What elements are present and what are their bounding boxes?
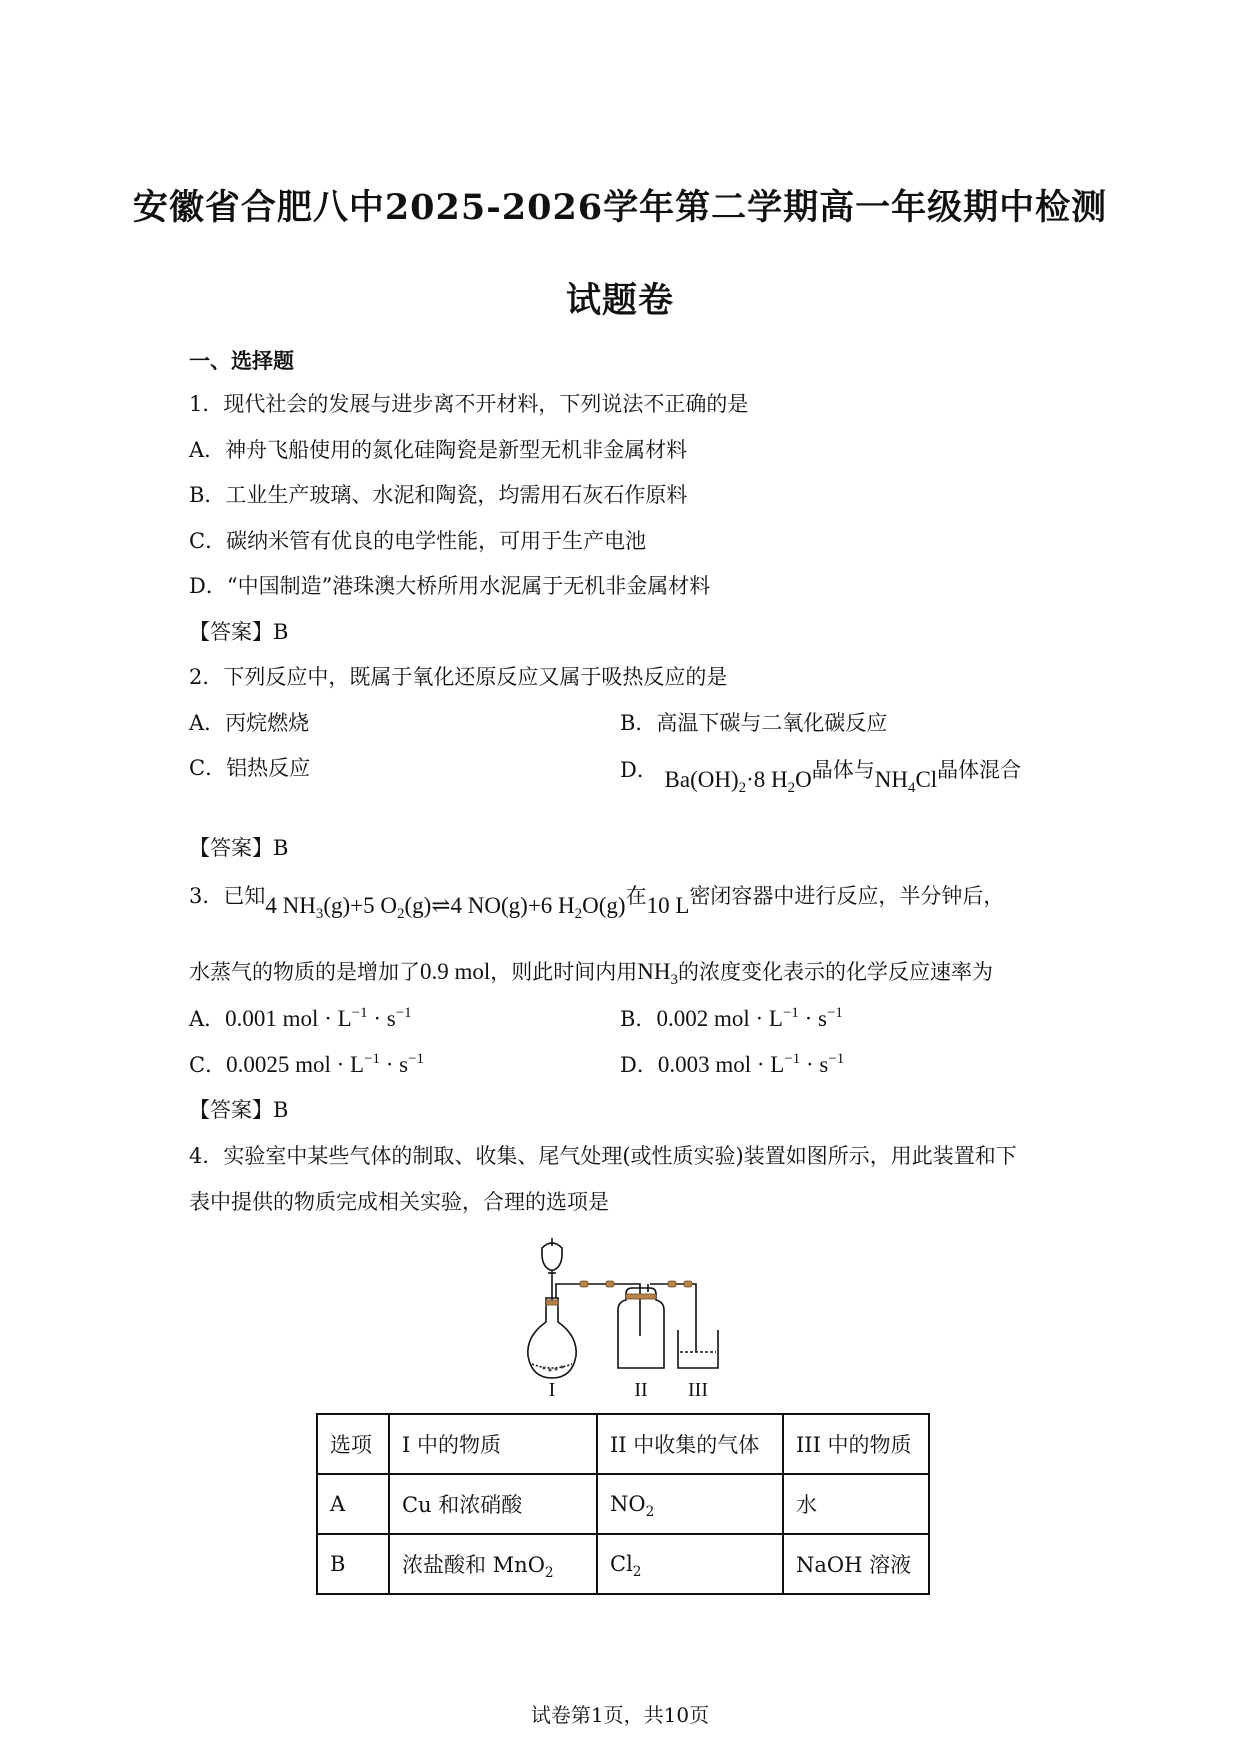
q2-option-a: A．丙烷燃烧 bbox=[189, 711, 310, 735]
fig-label-ii: II bbox=[634, 1379, 648, 1396]
q3-line2-nh3 bbox=[637, 959, 678, 989]
q2-d-o: O bbox=[795, 767, 812, 792]
exam-title-line1: 安徽省合肥八中2025-2026学年第二学期高一年级期中检测 bbox=[132, 187, 1108, 228]
fig-label-i: I bbox=[548, 1379, 556, 1396]
q3-eq-p4: O(g) bbox=[582, 893, 626, 918]
q2-option-b: B．高温下碳与二氧化碳反应 bbox=[620, 711, 888, 735]
substance-text: 浓盐酸和 MnO bbox=[402, 1553, 545, 1577]
fig-label-iii: III bbox=[688, 1379, 708, 1396]
q3-line2-nh: NH bbox=[637, 959, 671, 984]
q3-d-exp1: −1 bbox=[784, 1051, 801, 1068]
q3-c-exp2: −1 bbox=[408, 1051, 425, 1068]
table-header-cell: III 中的物质 bbox=[783, 1414, 929, 1474]
q3-a-label: A． bbox=[189, 1007, 226, 1031]
q4-stem-line1: 4．实验室中某些气体的制取、收集、尾气处理(或性质实验)装置如图所示，用此装置和下 bbox=[189, 1144, 1017, 1168]
q4-stem-line2: 表中提供的物质完成相关实验，合理的选项是 bbox=[189, 1190, 609, 1214]
connector-1 bbox=[580, 1281, 588, 1287]
q2-d-formula bbox=[664, 767, 812, 797]
q3-text-rest: 密闭容器中进行反应，半分钟后， bbox=[689, 884, 1005, 908]
q3-b-exp1: −1 bbox=[782, 1005, 799, 1022]
section-heading: 一、选择题 bbox=[189, 348, 294, 373]
q3-b-s: · s bbox=[798, 1006, 827, 1031]
q2-d-text1: 晶体与 bbox=[811, 758, 875, 782]
q3-d-value bbox=[658, 1052, 844, 1077]
q3-d-val: 0.003 mol · L bbox=[657, 1052, 785, 1077]
table-cell-option: A bbox=[317, 1474, 389, 1534]
q3-a-exp1: −1 bbox=[351, 1005, 368, 1022]
q2-d-sub2b: 2 bbox=[787, 780, 796, 797]
table-cell-substance-i: Cu 和浓硝酸 bbox=[389, 1474, 597, 1534]
q1-option-b: B．工业生产玻璃、水泥和陶瓷，均需用石灰石作原料 bbox=[189, 483, 688, 507]
q2-d-cl: Cl bbox=[915, 767, 938, 792]
q3-line2-c: 的浓度变化表示的化学反应速率为 bbox=[677, 960, 993, 984]
q2-answer: 【答案】B bbox=[189, 836, 289, 860]
q2-d-nh4cl bbox=[874, 767, 938, 797]
q3-a-val: 0.001 mol · L bbox=[225, 1006, 352, 1031]
q3-a-value bbox=[225, 1006, 411, 1031]
q3-option-a bbox=[189, 1007, 412, 1030]
q1-option-c: C．碳纳米管有优良的电学性能，可用于生产电池 bbox=[189, 529, 647, 553]
tube-i-ii bbox=[556, 1284, 640, 1336]
table-cell-substance-i bbox=[389, 1534, 597, 1594]
table-cell-substance-iii: NaOH 溶液 bbox=[783, 1534, 929, 1594]
q4-table bbox=[316, 1413, 930, 1595]
q2-d-sub4: 4 bbox=[907, 780, 916, 797]
flask-stopper bbox=[546, 1300, 558, 1305]
q3-c-value bbox=[226, 1052, 424, 1077]
q3-b-value bbox=[656, 1006, 842, 1031]
gas-subscript: 2 bbox=[645, 1503, 655, 1520]
q2-d-dot8: ·8 H bbox=[746, 767, 788, 792]
q1-option-a: A．神舟飞船使用的氮化硅陶瓷是新型无机非金属材料 bbox=[189, 438, 688, 462]
table-cell-gas bbox=[597, 1534, 783, 1594]
table-header-cell: II 中收集的气体 bbox=[597, 1414, 783, 1474]
q3-a-s: · s bbox=[367, 1006, 396, 1031]
q3-c-val: 0.0025 mol · L bbox=[226, 1052, 365, 1077]
apparatus-figure bbox=[518, 1236, 728, 1396]
gas-subscript: 2 bbox=[632, 1563, 642, 1580]
q3-b-val: 0.002 mol · L bbox=[656, 1006, 783, 1031]
q3-option-b bbox=[620, 1007, 843, 1030]
q2-d-sub2: 2 bbox=[738, 780, 747, 797]
q3-b-exp2: −1 bbox=[826, 1005, 843, 1022]
q3-answer: 【答案】B bbox=[189, 1098, 289, 1122]
connector-3 bbox=[668, 1281, 676, 1287]
q3-line2-sub: 3 bbox=[670, 972, 678, 989]
q3-line2-a: 水蒸气的物质的是增加了 bbox=[189, 960, 420, 984]
q3-c-label: C． bbox=[189, 1053, 227, 1077]
table-cell-option: B bbox=[317, 1534, 389, 1594]
table-row bbox=[317, 1474, 929, 1534]
q3-eq-s2: 2 bbox=[396, 906, 405, 923]
gas-bottle-ii bbox=[618, 1288, 664, 1368]
q2-d-text2: 晶体混合 bbox=[937, 758, 1022, 782]
substance-subscript: 2 bbox=[544, 1564, 554, 1581]
table-header-row bbox=[317, 1414, 929, 1474]
q3-d-exp2: −1 bbox=[828, 1051, 845, 1068]
q3-d-label: D． bbox=[620, 1053, 658, 1077]
q3-d-s: · s bbox=[800, 1052, 829, 1077]
q3-text-in: 在 bbox=[625, 884, 647, 908]
q2-d-ba: Ba bbox=[664, 767, 691, 792]
q3-equation bbox=[265, 893, 626, 923]
q1-stem: 1．现代社会的发展与进步离不开材料，下列说法不正确的是 bbox=[189, 392, 749, 416]
q3-eq-p1: 4 NH bbox=[265, 893, 316, 918]
table-header-cell: 选项 bbox=[317, 1414, 389, 1474]
exam-title-line2: 试题卷 bbox=[565, 280, 674, 321]
table-cell-substance-iii: 水 bbox=[783, 1474, 929, 1534]
q3-eq-p3: (g)⇌4 NO(g)+6 H bbox=[404, 893, 575, 918]
q2-d-oh: (OH) bbox=[690, 767, 739, 792]
q3-b-label: B． bbox=[620, 1007, 657, 1031]
q3-eq-p2: (g)+5 O bbox=[323, 893, 397, 918]
q2-d-nh: NH bbox=[874, 767, 908, 792]
bottle-stopper bbox=[626, 1294, 656, 1299]
q3-line2-val: 0.9 mol bbox=[420, 959, 491, 984]
table-row bbox=[317, 1534, 929, 1594]
gas-formula: NO bbox=[610, 1492, 646, 1516]
q3-a-exp2: −1 bbox=[395, 1005, 412, 1022]
q2-option-d bbox=[620, 758, 1022, 797]
q3-stem bbox=[189, 884, 1005, 923]
separatory-funnel bbox=[542, 1243, 562, 1270]
q3-c-exp1: −1 bbox=[364, 1051, 380, 1068]
gas-formula: Cl bbox=[610, 1552, 633, 1576]
connector-4 bbox=[684, 1281, 692, 1287]
q3-label: 3．已知 bbox=[189, 884, 266, 908]
q2-option-c: C．铝热反应 bbox=[189, 756, 311, 780]
table-cell-gas bbox=[597, 1474, 783, 1534]
q3-eq-s1: 3 bbox=[315, 906, 324, 923]
flask-i bbox=[528, 1298, 576, 1378]
tube-ii-iii bbox=[650, 1284, 696, 1352]
connector-2 bbox=[606, 1281, 614, 1287]
q3-volume: 10 L bbox=[646, 893, 690, 918]
q3-line2-b: ，则此时间内用 bbox=[490, 960, 638, 984]
page-footer: 试卷第1页，共10页 bbox=[530, 1703, 710, 1727]
q3-option-c bbox=[189, 1053, 424, 1076]
q1-option-d: D．“中国制造”港珠澳大桥所用水泥属于无机非金属材料 bbox=[189, 574, 711, 598]
table-header-cell: I 中的物质 bbox=[389, 1414, 597, 1474]
q1-answer: 【答案】B bbox=[189, 620, 289, 644]
q2-d-label: D． bbox=[620, 758, 658, 782]
q3-stem-line2 bbox=[189, 959, 993, 989]
q3-eq-s3: 2 bbox=[574, 906, 583, 923]
q2-stem: 2．下列反应中，既属于氧化还原反应又属于吸热反应的是 bbox=[189, 665, 728, 689]
q3-option-d bbox=[620, 1053, 844, 1076]
beaker-iii bbox=[678, 1330, 718, 1368]
q3-c-s: · s bbox=[379, 1052, 409, 1077]
